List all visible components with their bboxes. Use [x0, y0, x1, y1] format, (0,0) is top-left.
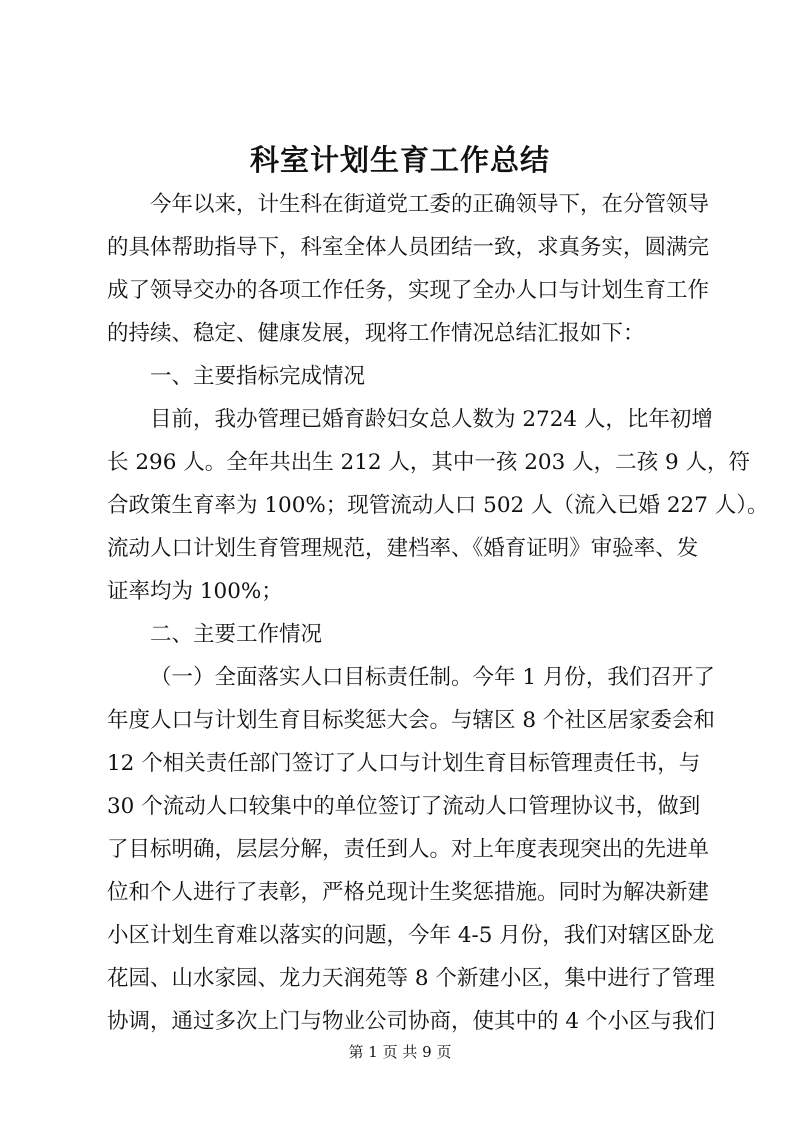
- paragraph-line: 的具体帮助指导下，科室全体人员团结一致，求真务实，圆满完: [107, 235, 710, 260]
- paragraph-line: 流动人口计划生育管理规范，建档率、《婚育证明》审验率、发: [107, 536, 699, 561]
- paragraph-line: 小区计划生育难以落实的问题，今年 4-5 月份，我们对辖区卧龙: [107, 923, 715, 948]
- paragraph-line: （一）全面落实人口目标责任制。今年 1 月份，我们召开了: [150, 665, 715, 690]
- paragraph-line: 证率均为 100%；: [107, 579, 283, 604]
- paragraph-line: 目前，我办管理已婚育龄妇女总人数为 2724 人，比年初增: [150, 407, 713, 432]
- document-title: 科室计划生育工作总结: [249, 143, 550, 177]
- paragraph-line: 年度人口与计划生育目标奖惩大会。与辖区 8 个社区居家委会和: [107, 708, 715, 733]
- paragraph-line: 协调，通过多次上门与物业公司协商，使其中的 4 个小区与我们: [107, 1009, 715, 1034]
- paragraph-line: 的持续、稳定、健康发展，现将工作情况总结汇报如下：: [107, 321, 645, 346]
- paragraph-line: 今年以来，计生科在街道党工委的正确领导下，在分管领导: [150, 192, 710, 217]
- page-number-footer: 第 1 页 共 9 页: [348, 1043, 452, 1061]
- paragraph-line: 花园、山水家园、龙力天润苑等 8 个新建小区，集中进行了管理: [107, 966, 715, 991]
- section-heading: 二、主要工作情况: [150, 622, 323, 647]
- paragraph-line: 成了领导交办的各项工作任务，实现了全办人口与计划生育工作: [107, 278, 710, 303]
- paragraph-line: 位和个人进行了表彰，严格兑现计生奖惩措施。同时为解决新建: [107, 880, 710, 905]
- section-heading: 一、主要指标完成情况: [150, 364, 366, 389]
- paragraph-line: 长 296 人。全年共出生 212 人，其中一孩 203 人，二孩 9 人，符: [107, 450, 750, 475]
- paragraph-line: 30 个流动人口较集中的单位签订了流动人口管理协议书，做到: [107, 794, 701, 819]
- paragraph-line: 合政策生育率为 100%；现管流动人口 502 人（流入已婚 227 人）。: [107, 493, 769, 518]
- paragraph-line: 12 个相关责任部门签订了人口与计划生育目标管理责任书，与: [107, 751, 701, 776]
- paragraph-line: 了目标明确，层层分解，责任到人。对上年度表现突出的先进单: [107, 837, 710, 862]
